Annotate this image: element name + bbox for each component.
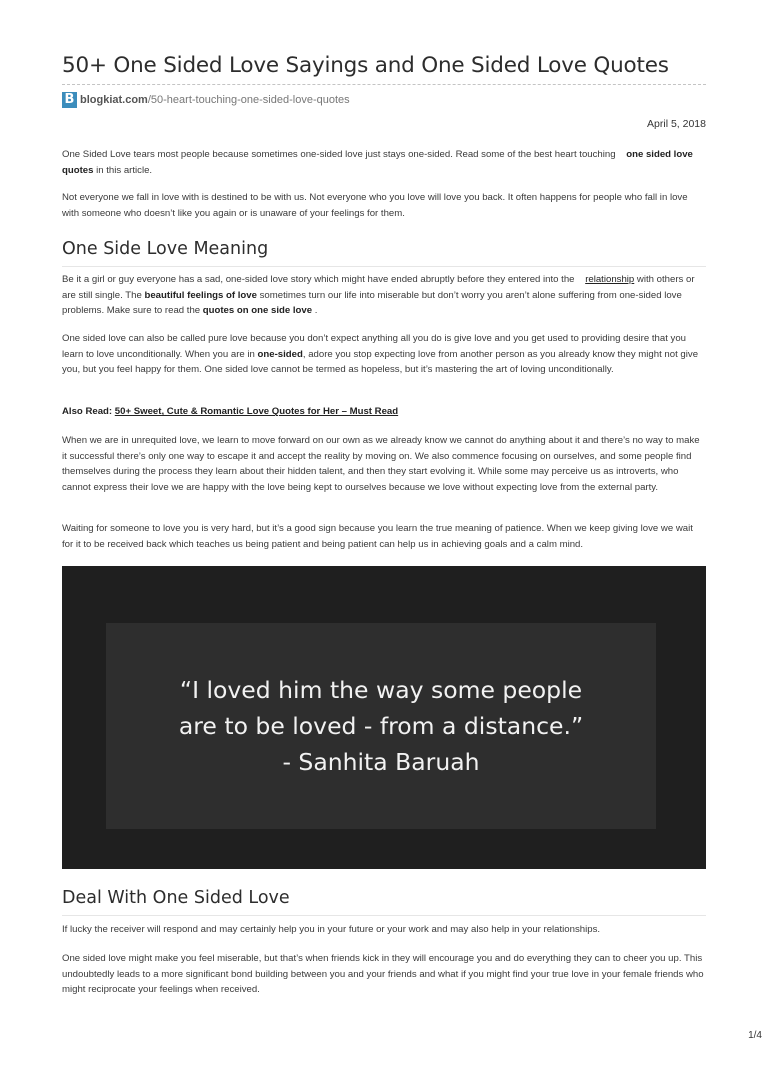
quote-panel — [106, 623, 656, 829]
section-heading-meaning: One Side Love Meaning — [62, 239, 269, 259]
section-heading-deal: Deal With One Sided Love — [62, 888, 290, 908]
section-divider — [62, 915, 706, 916]
title-divider — [62, 84, 706, 85]
quote-author: - Sanhita Baruah — [282, 748, 480, 776]
meaning-paragraph-2: One sided love can also be called pure love because you don’t expect anything all you do is give love and you get used to providing desire that you learn to love unconditionally. When you are in one-sided, adore you stop expecting love from another person as you already know they might not give you, but you feel happy for them. One sided love cannot be termed as hopeless, but it’s mastering the art of loving unconditionally. — [62, 333, 699, 376]
publish-date: April 5, 2018 — [647, 118, 706, 130]
blog-logo-icon: B — [62, 92, 77, 108]
intro-bold-keyword: one sided love quotes — [62, 149, 693, 176]
quote-line-2: are to be loved - from a distance.” — [178, 712, 584, 740]
relationship-link[interactable]: relationship — [585, 274, 635, 285]
also-read-label: Also Read: — [62, 406, 115, 417]
deal-paragraph-2: One sided love might make you feel miserable, but that’s when friends kick in they will encourage you and do everything they can to cheer you up. This undoubtedly leads to a more significant bond building between you and your friends and what if you might find your true love in your female friends who might reciprocate your feelings when received. — [62, 953, 704, 996]
quote-image — [62, 566, 706, 869]
page-number: 1/4 — [748, 1030, 762, 1041]
deal-paragraph-1: If lucky the receiver will respond and may certainly help you in your future or your work and may also help in your relationships. — [62, 924, 601, 935]
intro-paragraph-1: One Sided Love tears most people because sometimes one-sided love just stays one-sided. Read some of the best heart touching one sided love quotes in this article. — [62, 149, 693, 176]
quote-line-1: “I loved him the way some people — [179, 676, 583, 704]
page-title: 50+ One Sided Love Sayings and One Sided Love Quotes — [62, 53, 669, 78]
meaning-paragraph-3: When we are in unrequited love, we learn to move forward on our own as we already know we cannot do anything about it and there’s no way to make it successful there’s only one way to escape it and accept the reality by moving on. We also commence focusing on ourselves, and some people find themselves during the process they learn about their hidden talent, and then they start evolving it. While some may perceive us as introverts, who cannot express their love we are happy with the love being kept to ourselves because we love without expecting love from the external party. — [62, 435, 700, 493]
section-divider — [62, 266, 706, 267]
source-domain: blogkiat.com — [80, 94, 148, 106]
also-read-link[interactable]: 50+ Sweet, Cute & Romantic Love Quotes for Her – Must Read — [114, 406, 399, 417]
intro-paragraph-2: Not everyone we fall in love with is destined to be with us. Not everyone who you love will love you back. It often happens for people who fall in love with someone who doesn’t like you again or is unaware of your feelings for them. — [62, 192, 688, 219]
source-path: /50-heart-touching-one-sided-love-quotes — [147, 94, 350, 106]
also-read-line — [62, 404, 706, 420]
meaning-paragraph-1: Be it a girl or guy everyone has a sad, one-sided love story which might have ended abruptly before they entered into the relationship with others or are still single. The beautiful feelings of love sometimes turn our life into miserable but don’t worry you aren’t alone suffering from one-sided love problems. Make sure to read the quotes on one side love . — [62, 274, 695, 317]
source-link[interactable] — [62, 91, 350, 109]
meaning-paragraph-4: Waiting for someone to love you is very hard, but it’s a good sign because you learn the true meaning of patience. When we keep giving love we wait for it to be received back which teaches us being patient and being patient can help us in achieving goals and a calm mind. — [62, 523, 693, 550]
